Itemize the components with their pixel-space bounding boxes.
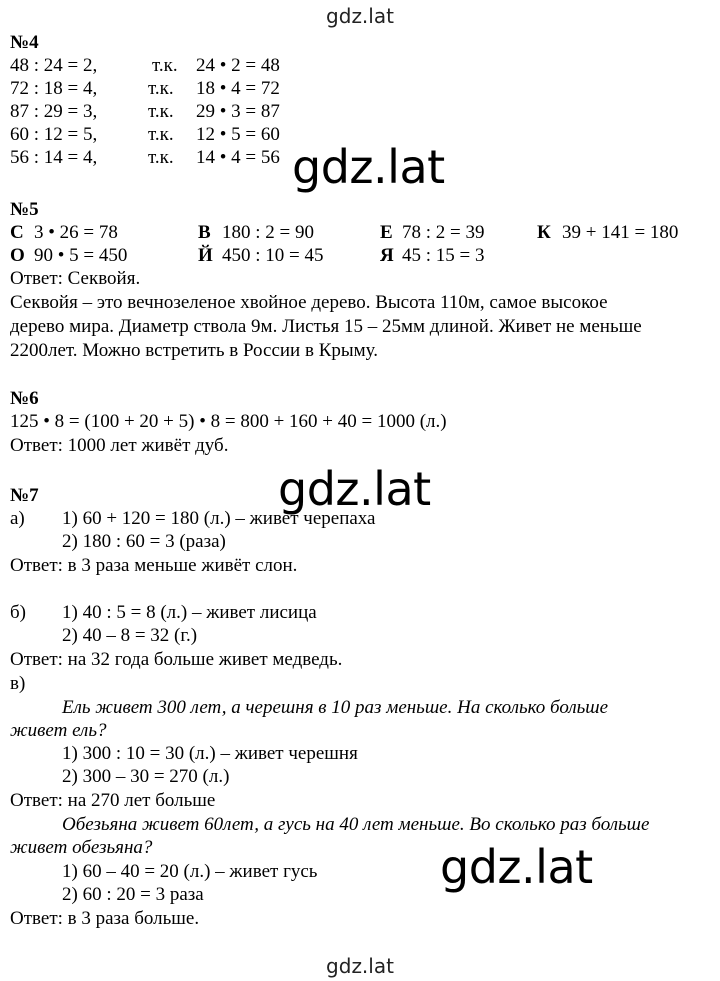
watermark-bottom: gdz.lat <box>326 954 394 978</box>
task4-eq: 48 : 24 = 2, <box>10 55 98 76</box>
task4-check: 24 • 2 = 48 <box>196 55 280 76</box>
task4-tk: т.к. <box>148 147 174 168</box>
task7-a-answer: Ответ: в 3 раза меньше живёт слон. <box>10 555 298 576</box>
task7-v-problem2: Обезьяна живет 60лет, а гусь на 40 лет меньше. Во сколько раз больше <box>62 814 650 835</box>
task7-part-b-label: б) <box>10 602 26 623</box>
watermark-large-2: gdz.lat <box>278 462 431 516</box>
task5-expr: 3 • 26 = 78 <box>34 222 118 243</box>
task7-v-problem1-cont: живет ель? <box>10 720 107 741</box>
task5-text-line: дерево мира. Диаметр ствола 9м. Листья 15 – 25мм длиной. Живет не меньше <box>10 316 642 337</box>
task7-v-problem1: Ель живет 300 лет, а черешня в 10 раз меньше. На сколько больше <box>62 697 609 718</box>
watermark-large-1: gdz.lat <box>292 140 445 194</box>
task4-eq: 87 : 29 = 3, <box>10 101 98 122</box>
task7-b-step2: 2) 40 – 8 = 32 (г.) <box>62 625 198 646</box>
watermark-large-3: gdz.lat <box>440 840 593 894</box>
task5-answer: Ответ: Секвойя. <box>10 268 141 289</box>
task4-tk: т.к. <box>148 101 174 122</box>
task5-text-line: Секвойя – это вечнозеленое хвойное дерево. Высота 110м, самое высокое <box>10 292 608 313</box>
task4-tk: т.к. <box>148 78 174 99</box>
task5-expr: 45 : 15 = 3 <box>402 245 485 266</box>
task7-v-step1: 1) 300 : 10 = 30 (л.) – живет черешня <box>62 743 358 764</box>
task7-a-step2: 2) 180 : 60 = 3 (раза) <box>62 531 226 552</box>
task4-eq: 56 : 14 = 4, <box>10 147 98 168</box>
task4-check: 18 • 4 = 72 <box>196 78 280 99</box>
task4-eq: 72 : 18 = 4, <box>10 78 98 99</box>
task5-heading: №5 <box>10 199 39 220</box>
task6-solution: 125 • 8 = (100 + 20 + 5) • 8 = 800 + 160 + 40 = 1000 (л.) <box>10 411 447 432</box>
task4-check: 12 • 5 = 60 <box>196 124 280 145</box>
task7-v-problem2-cont: живет обезьяна? <box>10 837 153 858</box>
task4-heading: №4 <box>10 32 39 53</box>
task4-tk: т.к. <box>148 124 174 145</box>
task5-expr: 180 : 2 = 90 <box>222 222 314 243</box>
task6-heading: №6 <box>10 388 39 409</box>
task5-letter: К <box>537 222 551 243</box>
task7-part-v-label: в) <box>10 673 26 694</box>
task7-v-answer2: Ответ: в 3 раза больше. <box>10 908 200 929</box>
task5-letter: В <box>198 222 211 243</box>
task4-eq: 60 : 12 = 5, <box>10 124 98 145</box>
task4-tk: т.к. <box>152 55 178 76</box>
task4-check: 14 • 4 = 56 <box>196 147 280 168</box>
watermark-top: gdz.lat <box>326 4 394 28</box>
task5-letter: О <box>10 245 25 266</box>
task7-b-answer: Ответ: на 32 года больше живет медведь. <box>10 649 343 670</box>
task5-expr: 39 + 141 = 180 <box>562 222 679 243</box>
task5-letter: Й <box>198 245 213 266</box>
task5-text-line: 2200лет. Можно встретить в России в Крыму. <box>10 340 379 361</box>
task6-answer: Ответ: 1000 лет живёт дуб. <box>10 435 229 456</box>
task4-check: 29 • 3 = 87 <box>196 101 280 122</box>
task5-expr: 90 • 5 = 450 <box>34 245 128 266</box>
task7-part-a-label: а) <box>10 508 25 529</box>
task5-expr: 78 : 2 = 39 <box>402 222 485 243</box>
task7-v-step2: 2) 300 – 30 = 270 (л.) <box>62 766 230 787</box>
task7-v-step4: 2) 60 : 20 = 3 раза <box>62 884 204 905</box>
task5-expr: 450 : 10 = 45 <box>222 245 324 266</box>
task5-letter: Я <box>380 245 394 266</box>
task5-letter: Е <box>380 222 393 243</box>
task7-b-step1: 1) 40 : 5 = 8 (л.) – живет лисица <box>62 602 317 623</box>
task7-heading: №7 <box>10 485 39 506</box>
task7-v-step3: 1) 60 – 40 = 20 (л.) – живет гусь <box>62 861 318 882</box>
task5-letter: С <box>10 222 24 243</box>
task7-v-answer1: Ответ: на 270 лет больше <box>10 790 216 811</box>
task7-a-step1: 1) 60 + 120 = 180 (л.) – живет черепаха <box>62 508 376 529</box>
